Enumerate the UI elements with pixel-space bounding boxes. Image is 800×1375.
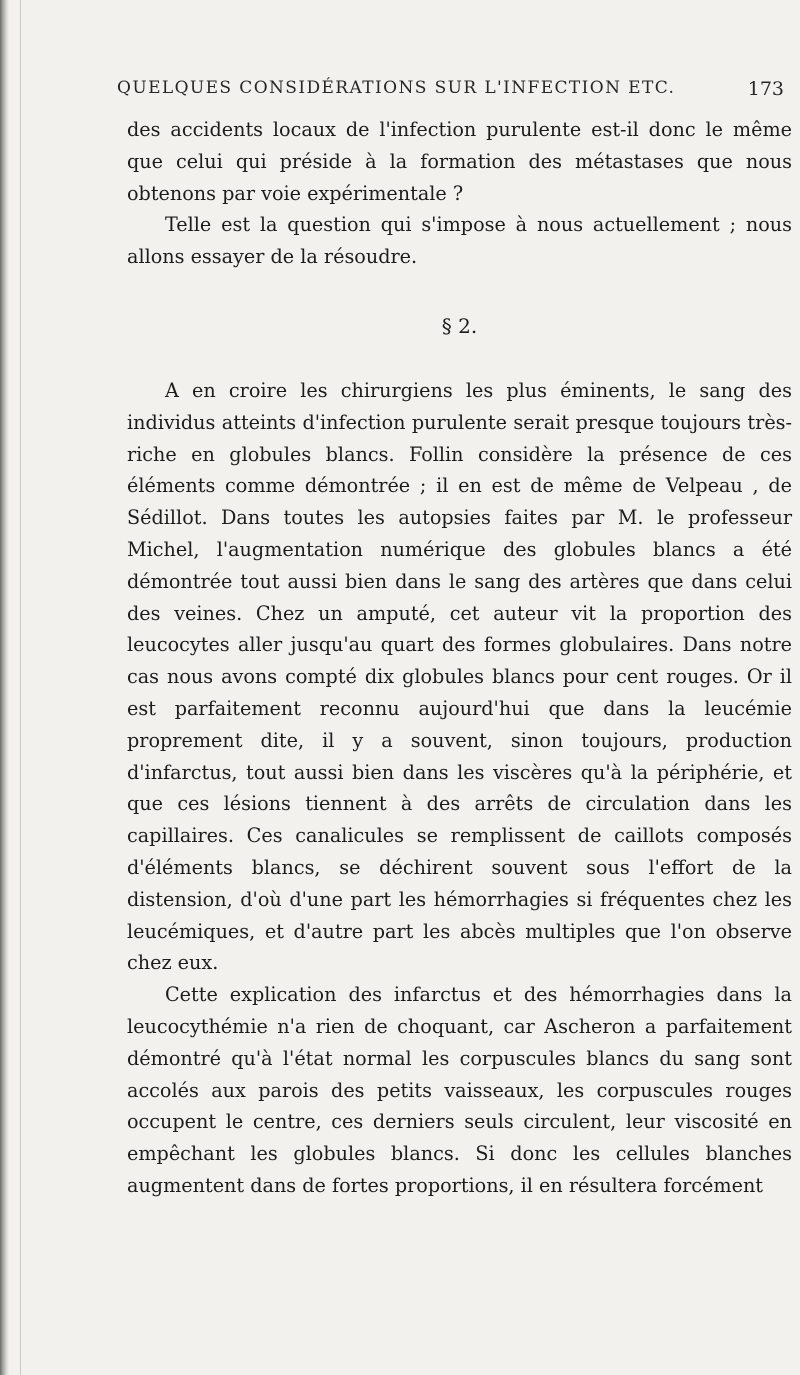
paragraph-continuation: des accidents locaux de l'infection purulente est-il donc le même que celui qui préside à la formation des métastases que nous obtenons par voie expérimentale ? bbox=[127, 118, 792, 205]
page-binding-line bbox=[20, 0, 21, 1375]
page-binding-shadow bbox=[0, 0, 9, 1375]
book-page bbox=[117, 78, 797, 1202]
section-heading: § 2. bbox=[441, 313, 478, 338]
page-number: 173 bbox=[747, 78, 784, 100]
body-text bbox=[127, 114, 792, 1202]
running-header-title: QUELQUES CONSIDÉRATIONS SUR L'INFECTION ETC. bbox=[117, 78, 676, 98]
paragraph-leucocytes: A en croire les chirurgiens les plus éminents, le sang des individus atteints d'infection purulente serait presque toujours très-riche en globules blancs. Follin considère la présence de ces éléments comme démontrée ; il en est de même de Velpeau , de Sédillot. Dans toutes les autopsies faites par M. le professeur Michel, l'augmentation numérique des globules blancs a été démontrée tout aussi bien dans le sang des artères que dans celui des veines. Chez un amputé, cet auteur vit la proportion des leucocytes aller jusqu'au quart des formes globulaires. Dans notre cas nous avons compté dix globules blancs pour cent rouges. Or il est parfaitement reconnu aujourd'hui que dans la leucémie proprement dite, il y a souvent, sinon toujours, production d'infarctus, tout aussi bien dans les viscères qu'à la périphérie, et que ces lésions tiennent à des arrêts de circulation dans les capillaires. Ces canalicules se remplissent de caillots composés d'éléments blancs, se déchirent souvent sous l'effort de la distension, d'où d'une part les hémorrhagies si fréquentes chez les leucémiques, et d'autre part les abcès multiples que l'on observe chez eux. bbox=[127, 378, 792, 975]
running-header bbox=[117, 78, 797, 114]
paragraph-question: Telle est la question qui s'impose à nous actuellement ; nous allons essayer de la résoudre. bbox=[127, 213, 792, 269]
paragraph-explication: Cette explication des infarctus et des hémorrhagies dans la leucocythémie n'a rien de choquant, car Ascheron a parfaitement démontré qu'à l'état normal les corpuscules blancs du sang sont accolés aux parois des petits vaisseaux, les corpuscules rouges occupent le centre, ces derniers seuls circulent, leur viscosité en empêchant les globules blancs. Si donc les cellules blanches augmentent dans de fortes proportions, il en résultera forcément bbox=[127, 983, 792, 1197]
